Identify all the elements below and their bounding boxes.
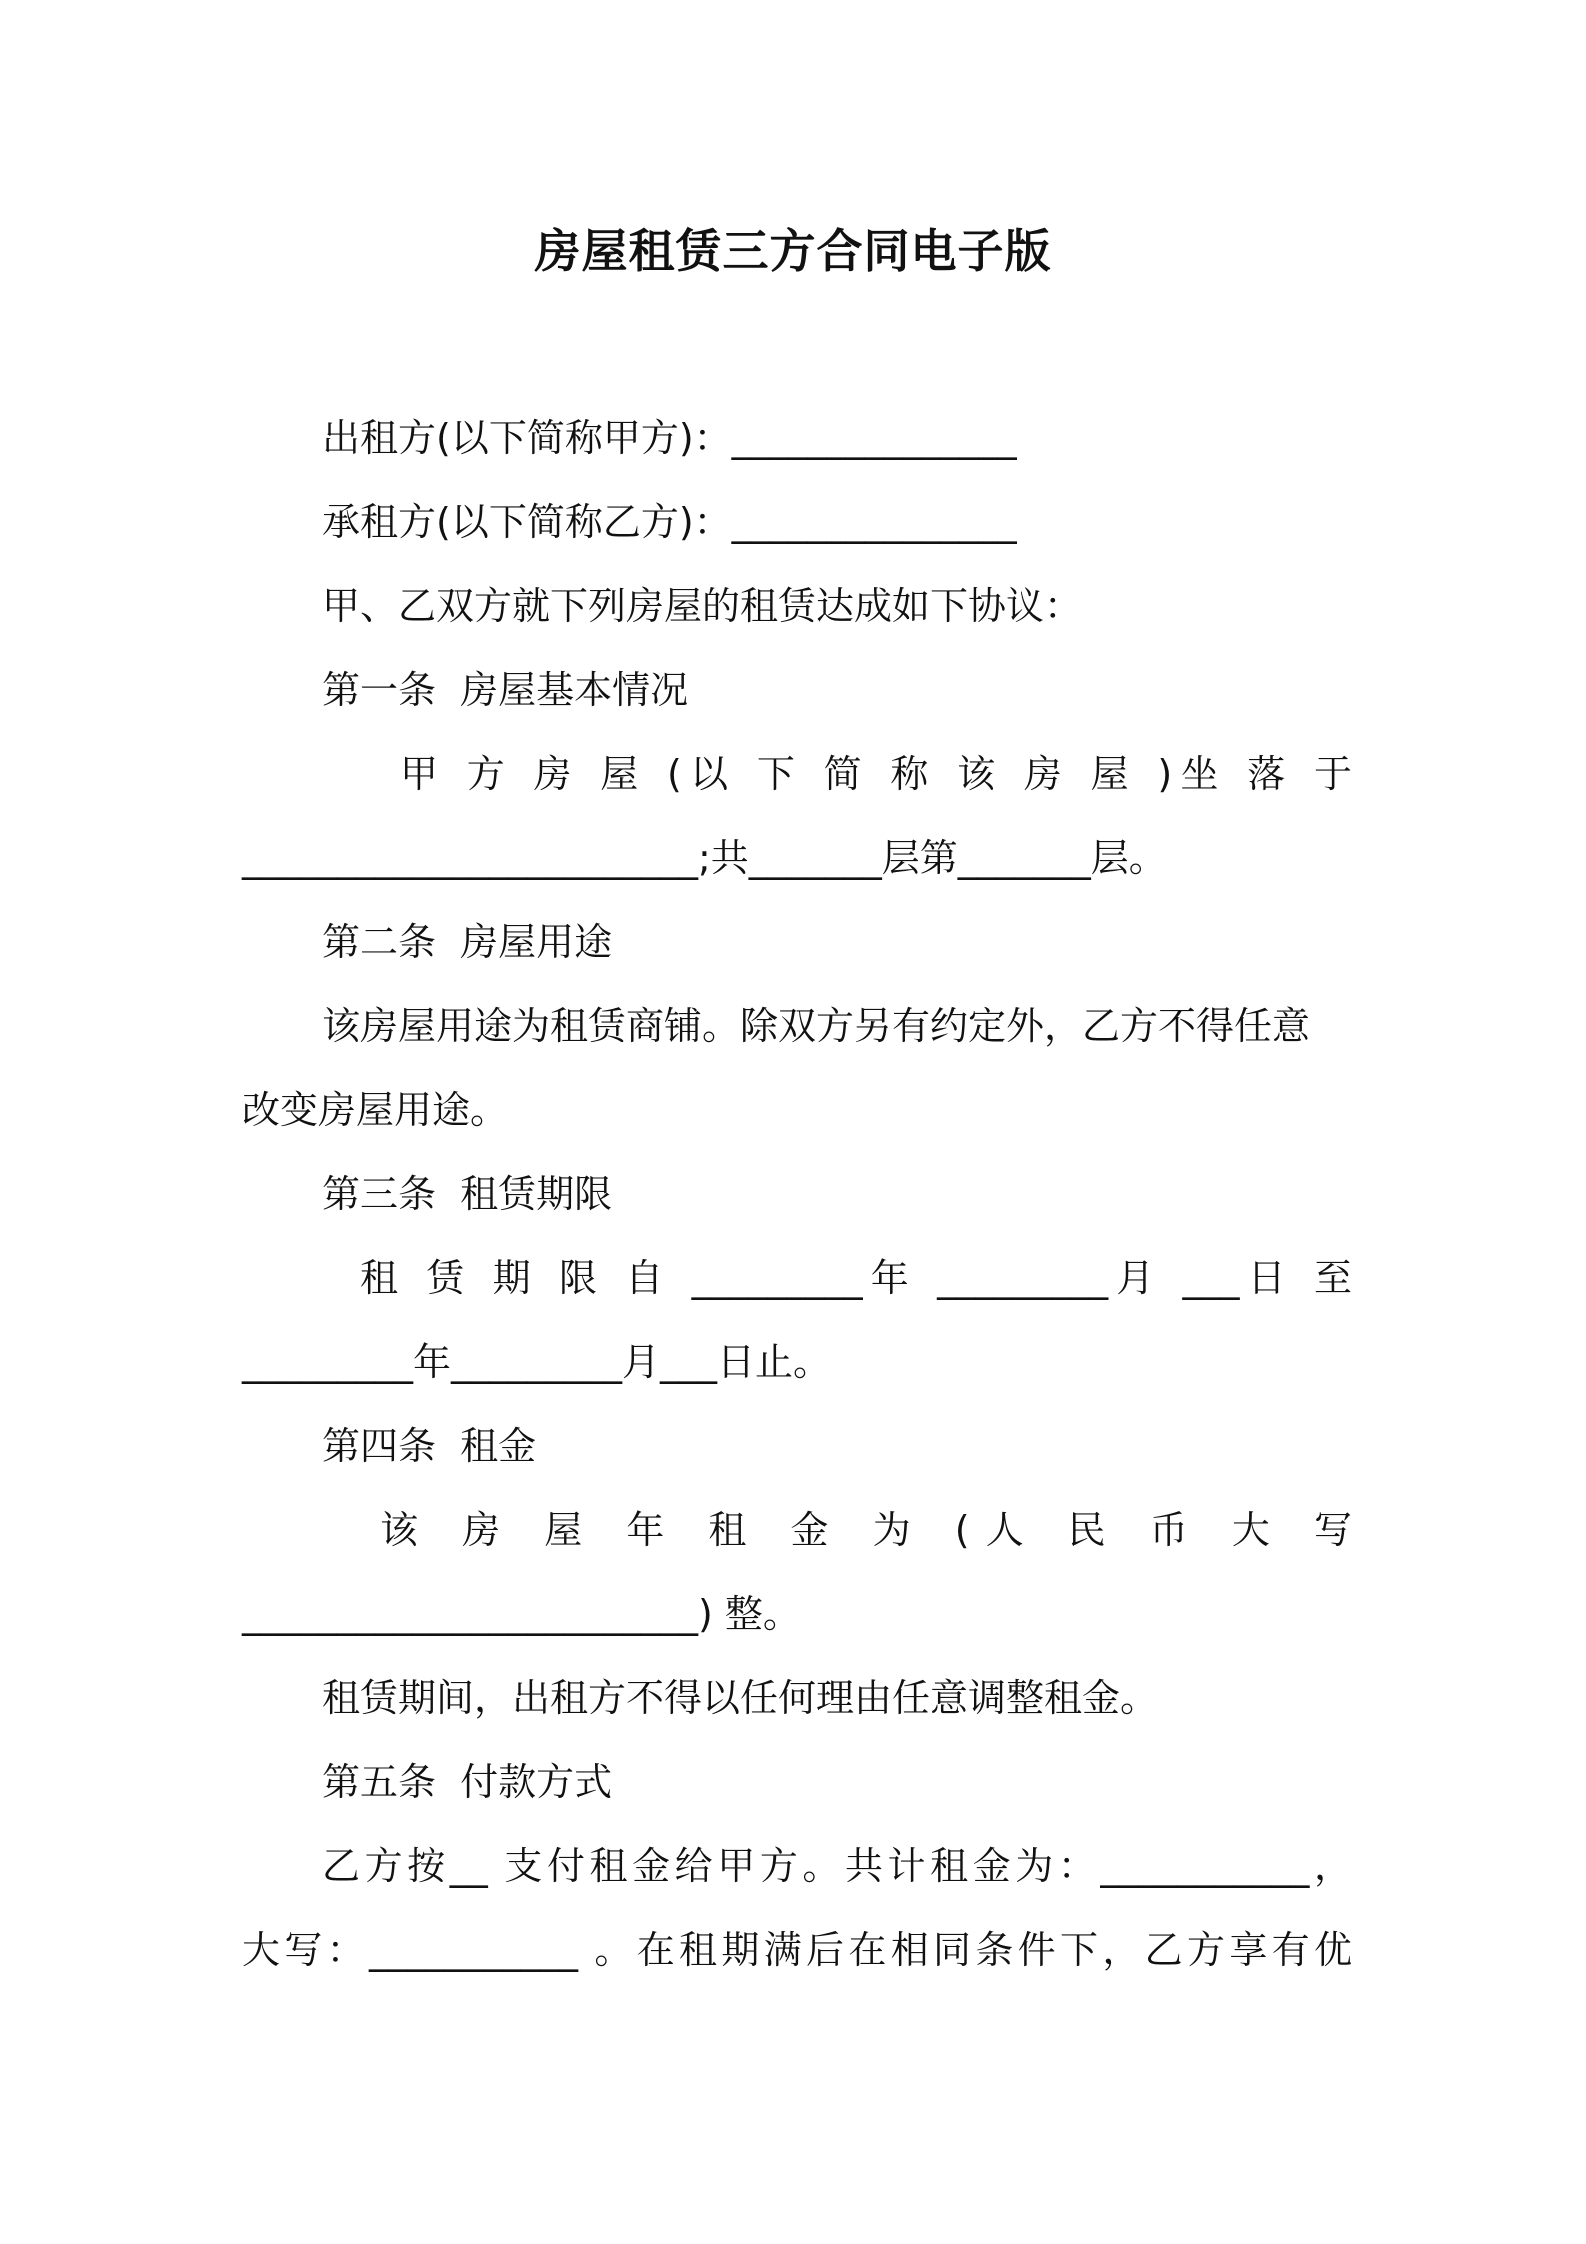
lessee-line: 承租方(以下简称乙方)：_______________: [322, 500, 1017, 544]
article-4-text-3: 租赁期间，出租方不得以任何理由任意调整租金。: [322, 1676, 1159, 1720]
article-5-heading: 第五条 付款方式: [322, 1760, 613, 1804]
article-1-heading: 第一条 房屋基本情况: [322, 668, 689, 712]
article-4-text-2: ________________________) 整。: [242, 1592, 801, 1636]
article-5-text-1: 乙方按__ 支付租金给甲方。共计租金为：___________，: [322, 1844, 1352, 1888]
article-4-heading: 第四条 租金: [322, 1424, 537, 1468]
article-2-text-2: 改变房屋用途。: [242, 1088, 509, 1132]
agreement-intro: 甲、乙双方就下列房屋的租赁达成如下协议：: [322, 584, 1083, 628]
article-2-text-1: 该房屋用途为租赁商铺。除双方另有约定外，乙方不得任意: [322, 1004, 1311, 1048]
article-1-text-1: 甲 方 房 屋 (以 下 简 称 该 房 屋 )坐 落 于: [400, 752, 1352, 796]
article-4-text-1: 该 房 屋 年 租 金 为 (人 民 币 大 写: [380, 1508, 1352, 1552]
article-3-heading: 第三条 租赁期限: [322, 1172, 613, 1216]
lessor-line: 出租方(以下简称甲方)：_______________: [322, 416, 1017, 460]
article-3-text-1: 租 赁 期 限 自 _________年 _________月 ___日 至: [360, 1256, 1352, 1300]
article-1-text-2: ________________________;共_______层第_______层。: [242, 836, 1167, 880]
article-3-text-2: _________年_________月___日止。: [242, 1340, 832, 1384]
article-2-heading: 第二条 房屋用途: [322, 920, 613, 964]
document-title: 房屋租赁三方合同电子版: [534, 224, 1052, 278]
article-5-text-2: 大写：___________ 。在租期满后在相同条件下，乙方享有优: [242, 1928, 1352, 1972]
